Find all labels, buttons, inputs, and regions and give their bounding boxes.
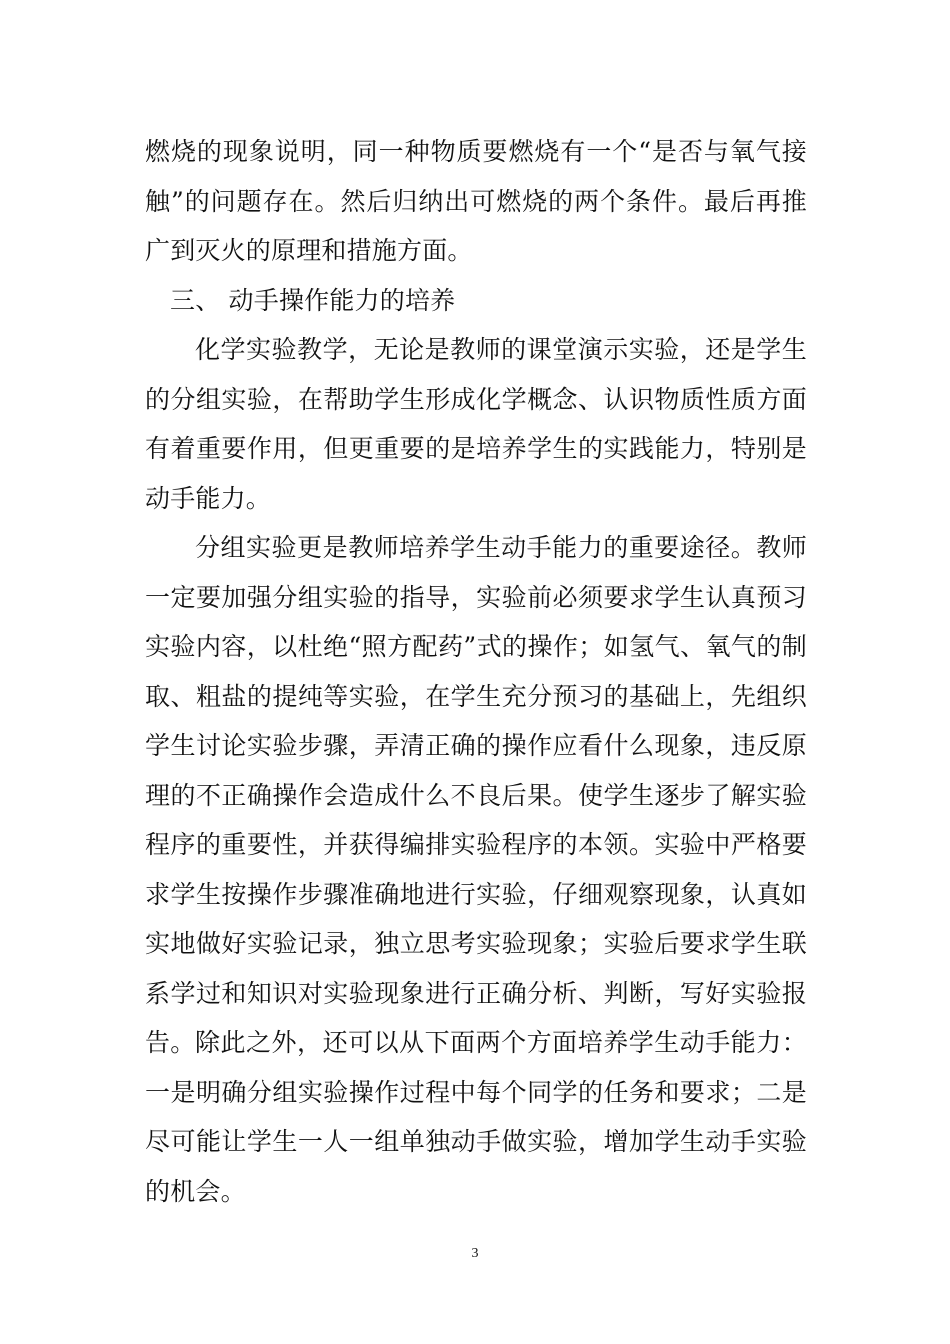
paragraph-2: 分组实验更是教师培养学生动手能力的重要途径。教师一定要加强分组实验的指导，实验前必须要求学生认真预习实验内容，以杜绝“照方配药”式的操作；如氢气、氧气的制取、粗盐的提纯等实验，在学生充分预习的基础上，先组织学生讨论实验步骤，弄清正确的操作应看什么现象，违反原理的不正确操作会造成什么不良后果。使学生逐步了解实验程序的重要性，并获得编排实验程序的本领。实验中严格要求学生按操作步骤准确地进行实验，仔细观察现象，认真如实地做好实验记录，独立思考实验现象；实验后要求学生联系学过和知识对实验现象进行正确分析、判断，写好实验报告。 bbox=[145, 533, 807, 1057]
paragraph-3: 除此之外，还可以从下面两个方面培养学生动手能力：一是明确分组实验操作过程中每个同学的任务和要求；二是尽可能让学生一人一组单独动手做实验，增加学生动手实验的机会。 bbox=[145, 1028, 807, 1206]
section-heading: 三、 动手操作能力的培养 bbox=[170, 286, 456, 315]
page-number: 3 bbox=[471, 1246, 479, 1261]
paragraph-1: 化学实验教学，无论是教师的课堂演示实验，还是学生的分组实验，在帮助学生形成化学概念、认识物质性质方面有着重要作用，但更重要的是培养学生的实践能力，特别是动手能力。 bbox=[145, 335, 807, 513]
continuation-paragraph: 燃烧的现象说明，同一种物质要燃烧有一个“是否与氧气接触”的问题存在。然后归纳出可燃烧的两个条件。最后再推广到灭火的原理和措施方面。 bbox=[145, 137, 807, 265]
